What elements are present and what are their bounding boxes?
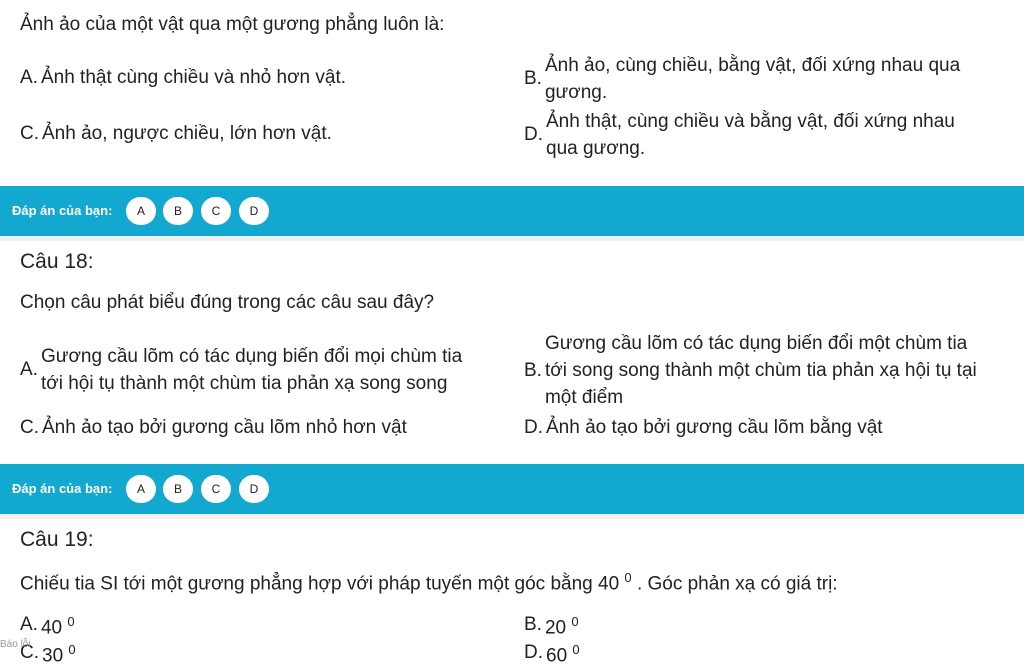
option-line: tới song song thành một chùm tia phản xạ hội tụ tại bbox=[544, 360, 977, 381]
answer-bar bbox=[0, 464, 1024, 514]
question-19-title: Câu 19: bbox=[20, 528, 94, 551]
option-value: 60 bbox=[546, 645, 568, 667]
degree-sup: 0 bbox=[68, 642, 76, 657]
answer-choice-d[interactable]: D bbox=[239, 197, 269, 225]
option-text: Ảnh ảo tạo bởi gương cầu lõm nhỏ hơn vật bbox=[42, 417, 407, 438]
option-value: 20 bbox=[544, 617, 567, 639]
answer-bar-label: Đáp án của bạn: bbox=[12, 481, 113, 496]
option-line: Ảnh ảo, cùng chiều, bằng vật, đối xứng nhau qua bbox=[544, 55, 961, 76]
option-text: Ảnh ảo tạo bởi gương cầu lõm bằng vật bbox=[546, 417, 883, 438]
answer-bar bbox=[0, 186, 1024, 236]
option-line: một điểm bbox=[544, 387, 624, 408]
option-text bbox=[41, 343, 462, 397]
option-letter: A. bbox=[20, 66, 38, 88]
question-19-stem bbox=[20, 570, 838, 595]
answer-choice-a[interactable]: A bbox=[126, 475, 156, 503]
option-letter: C. bbox=[20, 122, 39, 144]
degree-sup: 0 bbox=[571, 614, 579, 629]
option-letter: D. bbox=[524, 641, 543, 663]
q18-option-b[interactable] bbox=[524, 330, 977, 411]
option-text: Ảnh ảo, ngược chiều, lớn hơn vật. bbox=[42, 123, 332, 144]
option-letter: B. bbox=[524, 68, 542, 89]
option-text: Ảnh thật cùng chiều và nhỏ hơn vật. bbox=[40, 67, 347, 88]
answer-choice-c[interactable]: C bbox=[201, 475, 231, 503]
option-text bbox=[42, 636, 76, 669]
option-text bbox=[545, 330, 977, 411]
q17-option-b[interactable] bbox=[524, 52, 960, 106]
degree-sup: 0 bbox=[624, 570, 632, 585]
option-letter: B. bbox=[524, 613, 542, 635]
option-letter: A. bbox=[20, 359, 38, 380]
option-letter: D. bbox=[524, 124, 543, 145]
answer-choice-b[interactable]: B bbox=[163, 475, 193, 503]
q17-option-a[interactable] bbox=[20, 64, 346, 91]
q18-option-d[interactable] bbox=[524, 414, 883, 441]
answer-choice-b[interactable]: B bbox=[163, 197, 193, 225]
report-error-link[interactable]: Báo lỗi bbox=[0, 639, 31, 650]
option-line: qua gương. bbox=[546, 138, 646, 159]
degree-sup: 0 bbox=[572, 642, 580, 657]
option-text bbox=[546, 108, 955, 162]
divider bbox=[0, 236, 1024, 241]
stem-text: . Góc phản xạ có giá trị: bbox=[636, 573, 838, 595]
q19-option-d[interactable] bbox=[524, 636, 580, 669]
option-line: Gương cầu lõm có tác dụng biến đổi một chùm tia bbox=[544, 333, 968, 354]
stem-text: Chiếu tia SI tới một gương phẳng hợp với pháp tuyến một góc bằng 40 bbox=[20, 573, 620, 595]
question-17-stem: Ảnh ảo của một vật qua một gương phẳng luôn là: bbox=[20, 14, 445, 35]
q17-option-d[interactable] bbox=[524, 108, 955, 162]
question-18-stem: Chọn câu phát biểu đúng trong các câu sau đây? bbox=[20, 292, 435, 313]
option-value: 40 bbox=[40, 617, 63, 639]
q18-option-c[interactable] bbox=[20, 414, 407, 441]
option-line: Gương cầu lõm có tác dụng biến đổi mọi chùm tia bbox=[40, 346, 463, 367]
q18-option-a[interactable] bbox=[20, 343, 462, 397]
degree-sup: 0 bbox=[67, 614, 75, 629]
option-letter: D. bbox=[524, 416, 543, 438]
option-text bbox=[545, 52, 960, 106]
answer-bar-label: Đáp án của bạn: bbox=[12, 203, 113, 218]
option-letter: C. bbox=[20, 641, 39, 663]
answer-choice-d[interactable]: D bbox=[239, 475, 269, 503]
question-18-title: Câu 18: bbox=[20, 250, 94, 273]
option-value: 30 bbox=[42, 645, 64, 667]
option-letter: C. bbox=[20, 416, 39, 438]
q17-option-c[interactable] bbox=[20, 120, 332, 147]
divider bbox=[0, 514, 1024, 519]
answer-choice-c[interactable]: C bbox=[201, 197, 231, 225]
option-line: gương. bbox=[544, 82, 608, 103]
option-line: tới hội tụ thành một chùm tia phản xạ song song bbox=[40, 373, 448, 394]
option-text bbox=[546, 636, 580, 669]
option-line: Ảnh thật, cùng chiều và bằng vật, đối xứng nhau bbox=[546, 111, 955, 132]
option-letter: A. bbox=[20, 613, 38, 635]
option-letter: B. bbox=[524, 359, 542, 381]
answer-choice-a[interactable]: A bbox=[126, 197, 156, 225]
